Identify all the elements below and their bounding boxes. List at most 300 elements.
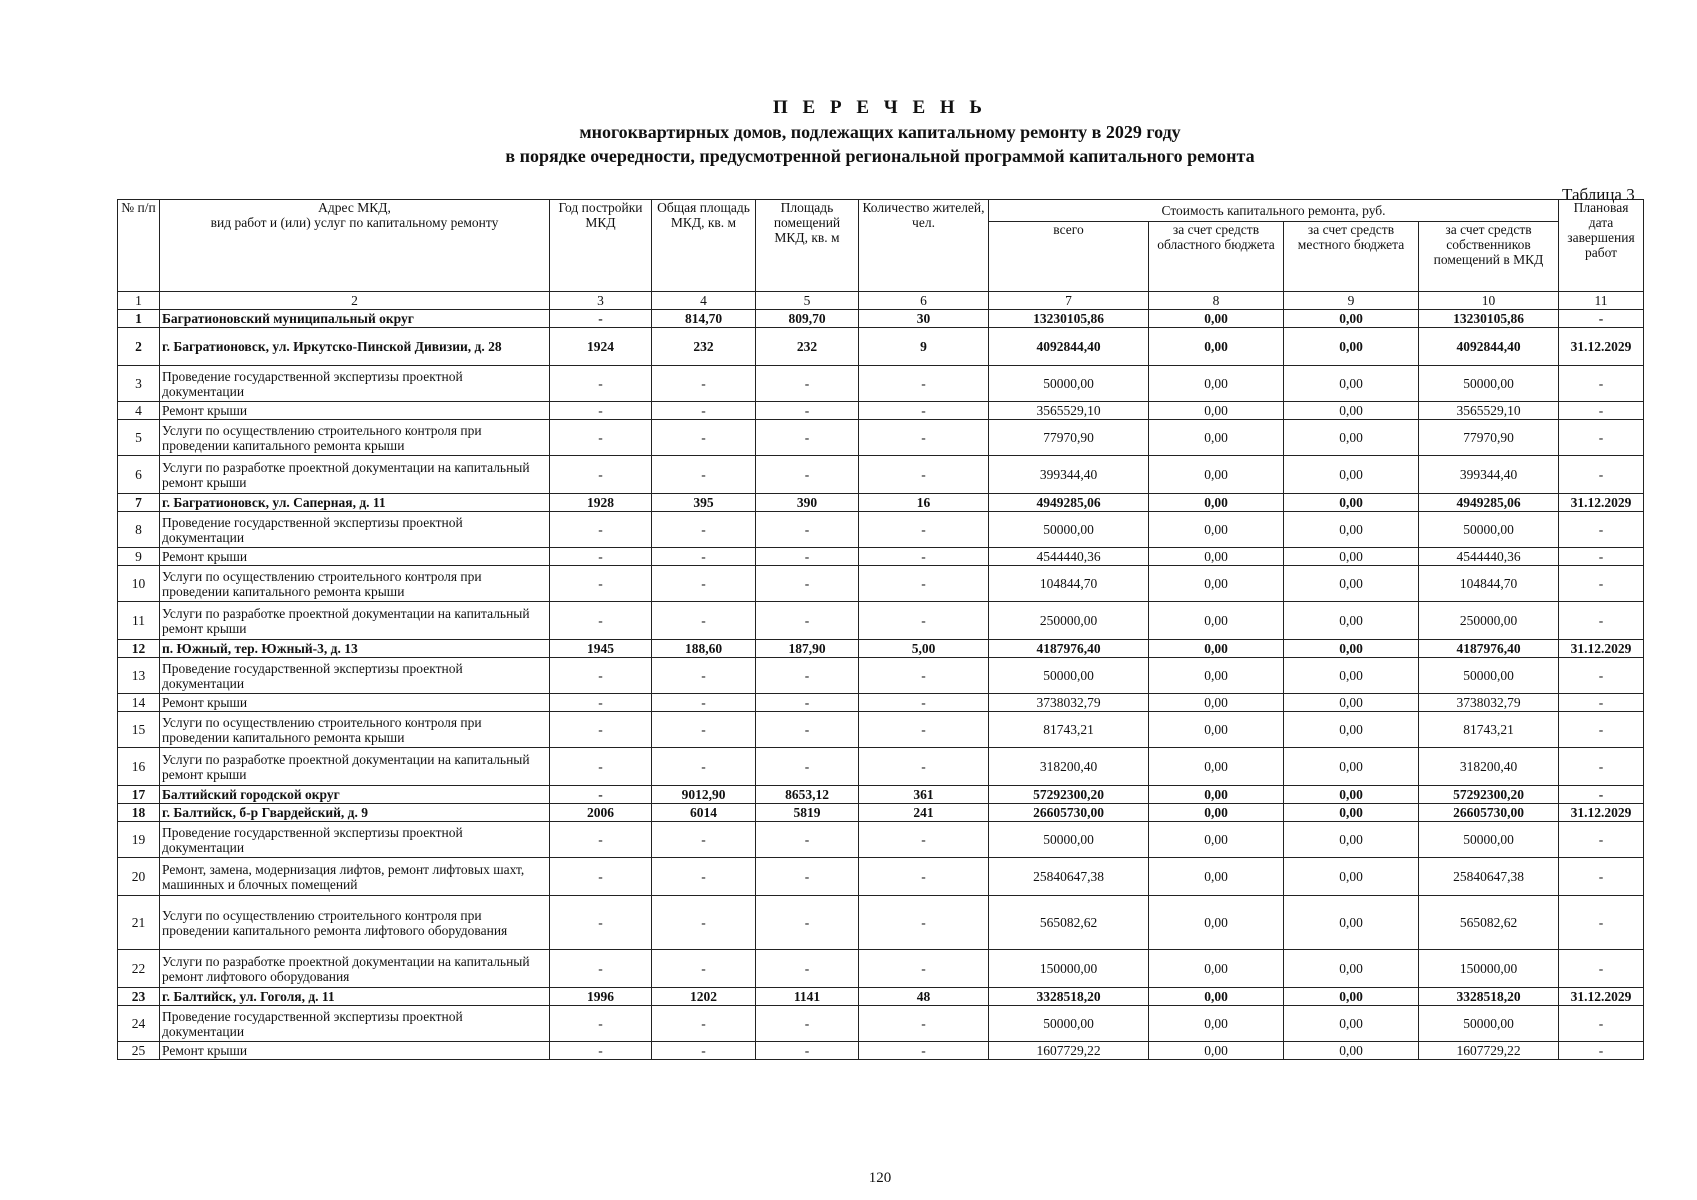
table-row — [118, 402, 1644, 420]
row-total-area: - — [652, 420, 756, 456]
row-cost-local: 0,00 — [1284, 748, 1419, 786]
row-total-area: - — [652, 512, 756, 548]
row-cost-local: 0,00 — [1284, 512, 1419, 548]
row-address: Услуги по разработке проектной документации на капитальный ремонт крыши — [160, 748, 550, 786]
row-cost-regional: 0,00 — [1149, 328, 1284, 366]
row-residents: 241 — [859, 804, 989, 822]
row-address: Проведение государственной экспертизы проектной документации — [160, 1006, 550, 1042]
table-row — [118, 566, 1644, 602]
row-residents: - — [859, 1006, 989, 1042]
row-cost-local: 0,00 — [1284, 1042, 1419, 1060]
row-cost-regional: 0,00 — [1149, 1006, 1284, 1042]
column-number: 9 — [1284, 292, 1419, 310]
row-cost-total: 250000,00 — [989, 602, 1149, 640]
row-number: 17 — [118, 786, 160, 804]
row-cost-local: 0,00 — [1284, 310, 1419, 328]
row-premises-area: - — [756, 548, 859, 566]
row-number: 4 — [118, 402, 160, 420]
row-planned-date: - — [1559, 748, 1644, 786]
row-number: 2 — [118, 328, 160, 366]
header-num: № п/п — [118, 200, 160, 292]
row-cost-local: 0,00 — [1284, 640, 1419, 658]
row-year: 1996 — [550, 988, 652, 1006]
row-address: Проведение государственной экспертизы проектной документации — [160, 512, 550, 548]
row-number: 20 — [118, 858, 160, 896]
row-cost-regional: 0,00 — [1149, 712, 1284, 748]
row-number: 24 — [118, 1006, 160, 1042]
column-number: 10 — [1419, 292, 1559, 310]
row-cost-owners: 399344,40 — [1419, 456, 1559, 494]
row-address: Услуги по осуществлению строительного контроля при проведении капитального ремонта крыши — [160, 712, 550, 748]
table-caption: Таблица 3 — [1562, 185, 1635, 204]
row-residents: - — [859, 712, 989, 748]
row-address: Услуги по осуществлению строительного контроля при проведении капитального ремонта лифтового оборудования — [160, 896, 550, 950]
row-cost-regional: 0,00 — [1149, 1042, 1284, 1060]
row-year: - — [550, 1042, 652, 1060]
row-year: 1945 — [550, 640, 652, 658]
row-premises-area: - — [756, 402, 859, 420]
row-cost-total: 3738032,79 — [989, 694, 1149, 712]
column-number: 3 — [550, 292, 652, 310]
row-cost-total: 50000,00 — [989, 366, 1149, 402]
row-cost-regional: 0,00 — [1149, 566, 1284, 602]
header-cost-local: за счет средств местного бюджета — [1284, 222, 1419, 292]
row-cost-owners: 50000,00 — [1419, 658, 1559, 694]
row-premises-area: - — [756, 1006, 859, 1042]
row-premises-area: - — [756, 822, 859, 858]
row-year: - — [550, 420, 652, 456]
row-cost-local: 0,00 — [1284, 988, 1419, 1006]
repair-list-table — [117, 199, 1644, 1060]
row-year: 1924 — [550, 328, 652, 366]
header-cost-group: Стоимость капитального ремонта, руб. — [989, 200, 1559, 222]
header-premises-area: Площадь помещений МКД, кв. м — [756, 200, 859, 292]
table-row — [118, 512, 1644, 548]
row-cost-regional: 0,00 — [1149, 366, 1284, 402]
row-planned-date: - — [1559, 950, 1644, 988]
row-total-area: - — [652, 548, 756, 566]
table-row — [118, 310, 1644, 328]
row-cost-regional: 0,00 — [1149, 420, 1284, 456]
row-cost-total: 1607729,22 — [989, 1042, 1149, 1060]
row-residents: - — [859, 950, 989, 988]
column-number: 8 — [1149, 292, 1284, 310]
row-cost-local: 0,00 — [1284, 786, 1419, 804]
row-cost-regional: 0,00 — [1149, 786, 1284, 804]
row-residents: - — [859, 366, 989, 402]
row-address: Ремонт крыши — [160, 402, 550, 420]
row-number: 10 — [118, 566, 160, 602]
row-total-area: 9012,90 — [652, 786, 756, 804]
row-total-area: - — [652, 566, 756, 602]
row-year: - — [550, 748, 652, 786]
row-planned-date: - — [1559, 310, 1644, 328]
row-address: г. Балтийск, ул. Гоголя, д. 11 — [160, 988, 550, 1006]
page-number: 120 — [868, 1170, 892, 1186]
row-planned-date: - — [1559, 1006, 1644, 1042]
row-year: - — [550, 786, 652, 804]
row-residents: - — [859, 658, 989, 694]
row-planned-date: - — [1559, 858, 1644, 896]
row-cost-total: 50000,00 — [989, 822, 1149, 858]
row-number: 15 — [118, 712, 160, 748]
column-number: 4 — [652, 292, 756, 310]
row-cost-owners: 104844,70 — [1419, 566, 1559, 602]
row-premises-area: - — [756, 1042, 859, 1060]
row-total-area: - — [652, 822, 756, 858]
row-cost-total: 4092844,40 — [989, 328, 1149, 366]
row-planned-date: - — [1559, 456, 1644, 494]
row-cost-owners: 3328518,20 — [1419, 988, 1559, 1006]
row-cost-local: 0,00 — [1284, 896, 1419, 950]
row-cost-total: 3328518,20 — [989, 988, 1149, 1006]
row-cost-local: 0,00 — [1284, 456, 1419, 494]
row-premises-area: 390 — [756, 494, 859, 512]
row-cost-local: 0,00 — [1284, 494, 1419, 512]
row-year: - — [550, 548, 652, 566]
row-premises-area: - — [756, 950, 859, 988]
row-cost-owners: 3565529,10 — [1419, 402, 1559, 420]
row-cost-total: 13230105,86 — [989, 310, 1149, 328]
row-total-area: - — [652, 456, 756, 494]
row-number: 21 — [118, 896, 160, 950]
row-premises-area: - — [756, 602, 859, 640]
row-residents: - — [859, 512, 989, 548]
row-year: - — [550, 402, 652, 420]
row-planned-date: - — [1559, 822, 1644, 858]
row-total-area: 232 — [652, 328, 756, 366]
row-premises-area: 5819 — [756, 804, 859, 822]
row-year: - — [550, 512, 652, 548]
row-planned-date: - — [1559, 602, 1644, 640]
row-planned-date: - — [1559, 548, 1644, 566]
column-number: 11 — [1559, 292, 1644, 310]
table-row — [118, 694, 1644, 712]
row-address: Балтийский городской округ — [160, 786, 550, 804]
row-number: 18 — [118, 804, 160, 822]
header-cost-regional: за счет средств областного бюджета — [1149, 222, 1284, 292]
row-cost-local: 0,00 — [1284, 366, 1419, 402]
row-address: Услуги по разработке проектной документации на капитальный ремонт лифтового оборудования — [160, 950, 550, 988]
row-premises-area: 809,70 — [756, 310, 859, 328]
row-total-area: - — [652, 858, 756, 896]
table-row — [118, 1042, 1644, 1060]
row-cost-owners: 4092844,40 — [1419, 328, 1559, 366]
row-cost-total: 3565529,10 — [989, 402, 1149, 420]
row-cost-total: 4544440,36 — [989, 548, 1149, 566]
row-number: 11 — [118, 602, 160, 640]
row-residents: - — [859, 548, 989, 566]
row-cost-local: 0,00 — [1284, 822, 1419, 858]
table-row — [118, 822, 1644, 858]
row-cost-regional: 0,00 — [1149, 748, 1284, 786]
row-cost-total: 565082,62 — [989, 896, 1149, 950]
row-planned-date: - — [1559, 786, 1644, 804]
document-subtitle-1: многоквартирных домов, подлежащих капитальному ремонту в 2029 году — [579, 122, 1181, 142]
header-address: Адрес МКД, вид работ и (или) услуг по капитальному ремонту — [160, 200, 550, 292]
row-residents: - — [859, 566, 989, 602]
row-cost-owners: 50000,00 — [1419, 366, 1559, 402]
row-residents: - — [859, 858, 989, 896]
row-planned-date: - — [1559, 1042, 1644, 1060]
row-cost-regional: 0,00 — [1149, 858, 1284, 896]
table-row — [118, 602, 1644, 640]
row-number: 16 — [118, 748, 160, 786]
row-cost-total: 50000,00 — [989, 658, 1149, 694]
table-row — [118, 858, 1644, 896]
row-address: Ремонт крыши — [160, 548, 550, 566]
row-cost-regional: 0,00 — [1149, 988, 1284, 1006]
row-cost-total: 4187976,40 — [989, 640, 1149, 658]
row-premises-area: - — [756, 748, 859, 786]
row-cost-regional: 0,00 — [1149, 310, 1284, 328]
row-total-area: - — [652, 402, 756, 420]
row-address: г. Багратионовск, ул. Саперная, д. 11 — [160, 494, 550, 512]
row-planned-date: - — [1559, 694, 1644, 712]
row-cost-total: 77970,90 — [989, 420, 1149, 456]
table-row — [118, 896, 1644, 950]
row-planned-date: - — [1559, 512, 1644, 548]
row-cost-regional: 0,00 — [1149, 402, 1284, 420]
row-total-area: 1202 — [652, 988, 756, 1006]
row-total-area: - — [652, 658, 756, 694]
row-premises-area: - — [756, 566, 859, 602]
row-cost-local: 0,00 — [1284, 804, 1419, 822]
row-cost-regional: 0,00 — [1149, 804, 1284, 822]
row-total-area: - — [652, 1042, 756, 1060]
row-total-area: - — [652, 950, 756, 988]
row-address: Услуги по разработке проектной документации на капитальный ремонт крыши — [160, 456, 550, 494]
row-year: - — [550, 456, 652, 494]
row-planned-date: - — [1559, 420, 1644, 456]
row-cost-total: 81743,21 — [989, 712, 1149, 748]
row-cost-owners: 150000,00 — [1419, 950, 1559, 988]
row-premises-area: - — [756, 694, 859, 712]
row-cost-owners: 1607729,22 — [1419, 1042, 1559, 1060]
row-cost-local: 0,00 — [1284, 694, 1419, 712]
row-cost-total: 104844,70 — [989, 566, 1149, 602]
row-planned-date: 31.12.2029 — [1559, 494, 1644, 512]
row-cost-owners: 77970,90 — [1419, 420, 1559, 456]
row-cost-owners: 4949285,06 — [1419, 494, 1559, 512]
row-cost-regional: 0,00 — [1149, 694, 1284, 712]
column-number-row — [118, 292, 1644, 310]
row-address: Проведение государственной экспертизы проектной документации — [160, 366, 550, 402]
row-cost-owners: 57292300,20 — [1419, 786, 1559, 804]
row-cost-regional: 0,00 — [1149, 548, 1284, 566]
row-cost-local: 0,00 — [1284, 328, 1419, 366]
row-number: 13 — [118, 658, 160, 694]
row-cost-total: 318200,40 — [989, 748, 1149, 786]
row-total-area: 188,60 — [652, 640, 756, 658]
row-year: - — [550, 366, 652, 402]
row-cost-owners: 81743,21 — [1419, 712, 1559, 748]
row-planned-date: 31.12.2029 — [1559, 640, 1644, 658]
row-cost-regional: 0,00 — [1149, 822, 1284, 858]
row-cost-regional: 0,00 — [1149, 950, 1284, 988]
table-row — [118, 640, 1644, 658]
row-number: 23 — [118, 988, 160, 1006]
table-row — [118, 366, 1644, 402]
row-residents: - — [859, 420, 989, 456]
row-residents: - — [859, 602, 989, 640]
row-cost-owners: 565082,62 — [1419, 896, 1559, 950]
row-year: - — [550, 896, 652, 950]
row-cost-total: 26605730,00 — [989, 804, 1149, 822]
row-year: - — [550, 310, 652, 328]
row-premises-area: 1141 — [756, 988, 859, 1006]
row-residents: - — [859, 694, 989, 712]
row-premises-area: - — [756, 658, 859, 694]
row-premises-area: - — [756, 712, 859, 748]
row-premises-area: - — [756, 896, 859, 950]
table-row — [118, 548, 1644, 566]
row-cost-regional: 0,00 — [1149, 494, 1284, 512]
row-number: 5 — [118, 420, 160, 456]
row-premises-area: 232 — [756, 328, 859, 366]
row-cost-total: 50000,00 — [989, 1006, 1149, 1042]
document-subtitle-2: в порядке очередности, предусмотренной региональной программой капитального ремонта — [505, 146, 1255, 166]
row-residents: 9 — [859, 328, 989, 366]
row-cost-owners: 318200,40 — [1419, 748, 1559, 786]
row-planned-date: 31.12.2029 — [1559, 328, 1644, 366]
column-number: 7 — [989, 292, 1149, 310]
row-planned-date: - — [1559, 896, 1644, 950]
row-planned-date: 31.12.2029 — [1559, 988, 1644, 1006]
row-total-area: - — [652, 602, 756, 640]
row-cost-regional: 0,00 — [1149, 658, 1284, 694]
row-planned-date: - — [1559, 658, 1644, 694]
row-cost-regional: 0,00 — [1149, 640, 1284, 658]
row-number: 6 — [118, 456, 160, 494]
column-number: 1 — [118, 292, 160, 310]
row-cost-owners: 26605730,00 — [1419, 804, 1559, 822]
row-address: г. Багратионовск, ул. Иркутско-Пинской Дивизии, д. 28 — [160, 328, 550, 366]
row-cost-total: 50000,00 — [989, 512, 1149, 548]
row-cost-owners: 50000,00 — [1419, 512, 1559, 548]
row-premises-area: - — [756, 512, 859, 548]
row-year: - — [550, 658, 652, 694]
row-total-area: - — [652, 1006, 756, 1042]
row-cost-owners: 3738032,79 — [1419, 694, 1559, 712]
row-address: Ремонт крыши — [160, 1042, 550, 1060]
header-residents: Количество жителей, чел. — [859, 200, 989, 292]
row-year: - — [550, 694, 652, 712]
row-cost-total: 399344,40 — [989, 456, 1149, 494]
row-address: Ремонт, замена, модернизация лифтов, ремонт лифтовых шахт, машинных и блочных помещений — [160, 858, 550, 896]
row-address: Багратионовский муниципальный округ — [160, 310, 550, 328]
row-residents: 16 — [859, 494, 989, 512]
row-number: 8 — [118, 512, 160, 548]
row-year: - — [550, 858, 652, 896]
header-cost-owners: за счет средств собственников помещений в МКД — [1419, 222, 1559, 292]
table-row — [118, 328, 1644, 366]
row-cost-local: 0,00 — [1284, 658, 1419, 694]
row-residents: - — [859, 896, 989, 950]
table-row — [118, 1006, 1644, 1042]
row-total-area: 6014 — [652, 804, 756, 822]
table-row — [118, 786, 1644, 804]
table-row — [118, 988, 1644, 1006]
row-cost-owners: 4544440,36 — [1419, 548, 1559, 566]
row-year: 1928 — [550, 494, 652, 512]
row-number: 22 — [118, 950, 160, 988]
row-total-area: - — [652, 366, 756, 402]
row-residents: 5,00 — [859, 640, 989, 658]
document-title: П Е Р Е Ч Е Н Ь — [773, 97, 987, 118]
column-number: 5 — [756, 292, 859, 310]
row-cost-local: 0,00 — [1284, 566, 1419, 602]
row-residents: - — [859, 822, 989, 858]
row-cost-local: 0,00 — [1284, 858, 1419, 896]
row-address: Услуги по осуществлению строительного контроля при проведении капитального ремонта крыши — [160, 566, 550, 602]
row-premises-area: - — [756, 456, 859, 494]
row-address: Проведение государственной экспертизы проектной документации — [160, 658, 550, 694]
row-number: 25 — [118, 1042, 160, 1060]
row-cost-local: 0,00 — [1284, 712, 1419, 748]
row-number: 9 — [118, 548, 160, 566]
row-residents: - — [859, 402, 989, 420]
row-residents: - — [859, 748, 989, 786]
row-cost-local: 0,00 — [1284, 420, 1419, 456]
row-premises-area: 187,90 — [756, 640, 859, 658]
row-address: п. Южный, тер. Южный-3, д. 13 — [160, 640, 550, 658]
row-residents: - — [859, 456, 989, 494]
row-residents: - — [859, 1042, 989, 1060]
table-row — [118, 420, 1644, 456]
row-number: 19 — [118, 822, 160, 858]
row-planned-date: 31.12.2029 — [1559, 804, 1644, 822]
row-cost-regional: 0,00 — [1149, 512, 1284, 548]
row-cost-local: 0,00 — [1284, 548, 1419, 566]
row-total-area: - — [652, 748, 756, 786]
header-year: Год постройки МКД — [550, 200, 652, 292]
row-premises-area: 8653,12 — [756, 786, 859, 804]
row-number: 3 — [118, 366, 160, 402]
row-cost-total: 57292300,20 — [989, 786, 1149, 804]
column-number: 6 — [859, 292, 989, 310]
header-cost-total: всего — [989, 222, 1149, 292]
row-residents: 48 — [859, 988, 989, 1006]
row-planned-date: - — [1559, 366, 1644, 402]
row-cost-owners: 50000,00 — [1419, 1006, 1559, 1042]
row-number: 7 — [118, 494, 160, 512]
table-body — [118, 310, 1644, 1060]
row-premises-area: - — [756, 366, 859, 402]
row-residents: 30 — [859, 310, 989, 328]
row-cost-total: 25840647,38 — [989, 858, 1149, 896]
table-row — [118, 494, 1644, 512]
row-cost-owners: 50000,00 — [1419, 822, 1559, 858]
row-cost-owners: 4187976,40 — [1419, 640, 1559, 658]
row-address: Услуги по разработке проектной документации на капитальный ремонт крыши — [160, 602, 550, 640]
column-number: 2 — [160, 292, 550, 310]
row-number: 1 — [118, 310, 160, 328]
row-cost-regional: 0,00 — [1149, 456, 1284, 494]
row-total-area: - — [652, 896, 756, 950]
table-row — [118, 748, 1644, 786]
row-year: - — [550, 602, 652, 640]
row-address: г. Балтийск, б-р Гвардейский, д. 9 — [160, 804, 550, 822]
header-planned-date: Плановая дата завершения работ — [1559, 200, 1644, 292]
row-cost-regional: 0,00 — [1149, 602, 1284, 640]
row-year: - — [550, 822, 652, 858]
row-year: 2006 — [550, 804, 652, 822]
row-cost-owners: 13230105,86 — [1419, 310, 1559, 328]
row-cost-total: 4949285,06 — [989, 494, 1149, 512]
row-address: Ремонт крыши — [160, 694, 550, 712]
row-cost-local: 0,00 — [1284, 602, 1419, 640]
